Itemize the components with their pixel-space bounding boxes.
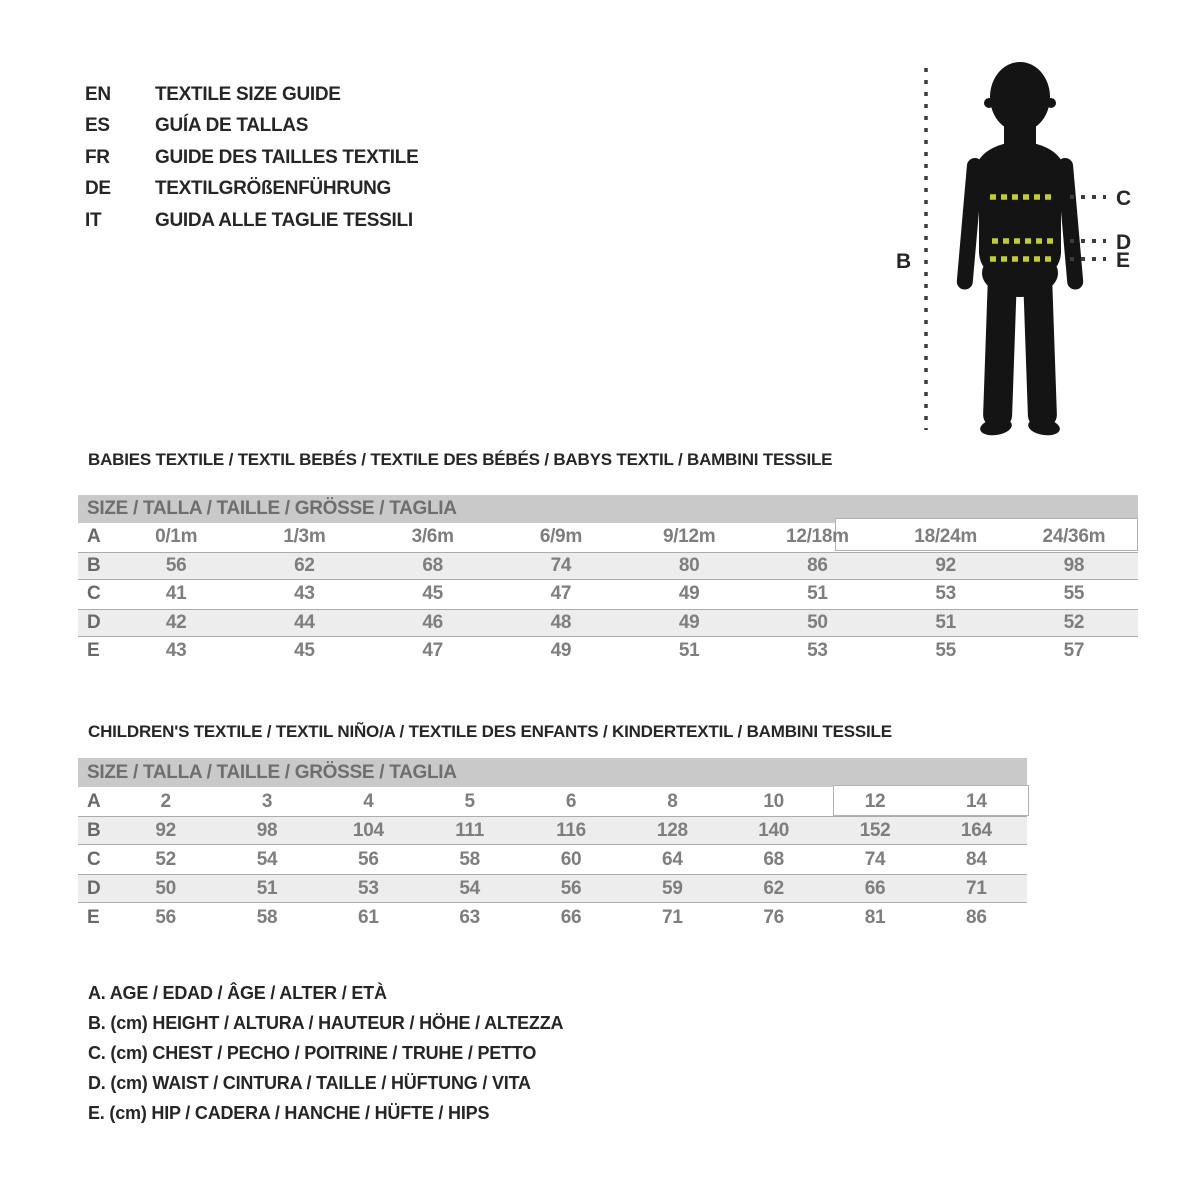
waist-label: D [1116, 231, 1132, 254]
table-cell: 62 [763, 877, 784, 899]
table-cell: 49 [678, 583, 700, 605]
table-cell: 53 [358, 877, 379, 899]
measurement-figure [880, 40, 1200, 460]
table-cell: 53 [935, 583, 956, 605]
table-cell: 6/9m [539, 526, 582, 548]
row-label: D [87, 611, 101, 633]
table-cell: 45 [422, 583, 443, 605]
table-cell: 74 [864, 848, 886, 870]
measurement-legend [88, 978, 563, 1128]
table-cell: 6 [565, 790, 577, 812]
row-label: E [87, 906, 100, 928]
table-cell: 2 [160, 790, 171, 812]
table-row-A [78, 787, 1027, 816]
legend-line-age: A. AGE / EDAD / ÂGE / ALTER / ETÀ [88, 982, 387, 1003]
table-row-C [78, 580, 1138, 609]
table-cell: 46 [422, 611, 443, 633]
table-cell: 92 [155, 819, 176, 841]
child-silhouette [956, 62, 1084, 437]
table-cell: 56 [165, 554, 187, 576]
table-cell: 128 [656, 819, 688, 841]
language-code: ES [85, 115, 110, 137]
table-cell: 49 [678, 611, 700, 633]
table-cell: 63 [459, 906, 480, 928]
table-cell: 5 [464, 790, 475, 812]
table-cell: 64 [662, 848, 683, 870]
table-cell: 3/6m [411, 526, 454, 548]
table-cell: 59 [662, 877, 683, 899]
table-cell: 55 [1063, 583, 1085, 605]
table-cell: 66 [560, 906, 582, 928]
table-cell: 80 [678, 554, 700, 576]
table-cell: 45 [294, 640, 315, 662]
table-cell: 71 [662, 906, 683, 928]
legend-line-waist: D. (cm) WAIST / CINTURA / TAILLE / HÜFTUNG / VITA [88, 1072, 531, 1093]
table-cell: 51 [935, 611, 956, 633]
table-cell: 60 [560, 848, 582, 870]
table-cell: 68 [422, 554, 443, 576]
table-cell: 12/18m [786, 526, 849, 548]
table-row-C [78, 845, 1027, 874]
row-label: C [87, 583, 101, 605]
table-cell: 58 [459, 848, 480, 870]
table-cell: 48 [550, 611, 572, 633]
table-cell: 3 [261, 790, 273, 812]
table-cell: 41 [165, 583, 187, 605]
table-cell: 62 [294, 554, 315, 576]
row-label: C [87, 848, 101, 870]
size-header-bar: SIZE / TALLA / TAILLE / GRÖSSE / TAGLIA [78, 758, 1027, 787]
table-cell: 0/1m [155, 526, 198, 548]
table-cell: 56 [155, 906, 176, 928]
table-cell: 52 [155, 848, 176, 870]
table-cell: 57 [1063, 640, 1085, 662]
table-cell: 68 [763, 848, 784, 870]
table-cell: 44 [294, 611, 315, 633]
table-cell: 51 [256, 877, 278, 899]
table-cell: 140 [758, 819, 790, 841]
row-label: A [87, 790, 101, 812]
row-label: B [87, 819, 101, 841]
table-row-D [78, 874, 1027, 903]
language-code: IT [85, 209, 102, 231]
table-row-D [78, 609, 1138, 638]
children-section-heading: CHILDREN'S TEXTILE / TEXTIL NIÑO/A / TEXTILE DES ENFANTS / KINDERTEXTIL / BAMBINI TESSILE [88, 722, 892, 741]
table-row-E [78, 903, 1027, 932]
table-cell: 1/3m [283, 526, 326, 548]
table-cell: 9/12m [662, 526, 716, 548]
language-title-block [85, 79, 418, 237]
table-cell: 92 [935, 554, 956, 576]
table-cell: 104 [352, 819, 384, 841]
table-cell: 14 [966, 790, 987, 812]
row-label: B [87, 554, 101, 576]
table-cell: 54 [256, 848, 278, 870]
guide-title: GUIDE DES TAILLES TEXTILE [155, 146, 419, 168]
table-cell: 71 [966, 877, 987, 899]
table-cell: 51 [678, 640, 700, 662]
table-cell: 12 [864, 790, 886, 812]
table-cell: 81 [864, 906, 886, 928]
table-cell: 58 [256, 906, 278, 928]
table-cell: 52 [1063, 611, 1085, 633]
table-cell: 42 [165, 611, 187, 633]
table-cell: 74 [550, 554, 572, 576]
table-cell: 86 [807, 554, 828, 576]
table-row-E [78, 637, 1138, 666]
language-row [85, 79, 418, 111]
language-code: DE [85, 178, 111, 200]
language-code: EN [85, 83, 111, 105]
table-cell: 66 [864, 877, 886, 899]
row-label: A [87, 526, 101, 548]
table-cell: 76 [763, 906, 784, 928]
guide-title: GUIDA ALLE TAGLIE TESSILI [155, 209, 413, 231]
legend-line-height: B. (cm) HEIGHT / ALTURA / HAUTEUR / HÖHE / ALTEZZA [88, 1012, 564, 1033]
table-cell: 50 [807, 611, 828, 633]
chest-label: C [1116, 187, 1132, 210]
child-silhouette-figure [880, 40, 1200, 460]
guide-title: TEXTILGRÖßENFÜHRUNG [155, 178, 392, 200]
hip-label: E [1116, 249, 1131, 272]
table-cell: 164 [960, 819, 992, 841]
table-cell: 51 [807, 583, 828, 605]
table-cell: 98 [1063, 554, 1085, 576]
table-cell: 111 [455, 819, 485, 841]
children-table-rows [78, 787, 1027, 932]
table-cell: 50 [155, 877, 176, 899]
height-label: B [896, 250, 912, 273]
table-cell: 10 [763, 790, 784, 812]
babies-section-heading: BABIES TEXTILE / TEXTIL BEBÉS / TEXTILE DES BÉBÉS / BABYS TEXTIL / BAMBINI TESSILE [88, 450, 833, 469]
legend-line-chest: C. (cm) CHEST / PECHO / POITRINE / TRUHE / PETTO [88, 1042, 537, 1063]
table-cell: 53 [807, 640, 828, 662]
table-cell: 61 [358, 906, 379, 928]
table-cell: 56 [358, 848, 379, 870]
table-cell: 152 [859, 819, 891, 841]
language-code: FR [85, 146, 110, 168]
babies-table-rows [78, 523, 1138, 666]
table-cell: 86 [966, 906, 987, 928]
table-cell: 47 [422, 640, 443, 662]
table-row-A [78, 523, 1138, 552]
table-row-B [78, 552, 1138, 581]
table-cell: 55 [935, 640, 956, 662]
table-row-B [78, 816, 1027, 845]
language-row [85, 111, 418, 143]
table-cell: 43 [294, 583, 315, 605]
row-label: D [87, 877, 101, 899]
table-cell: 8 [667, 790, 678, 812]
table-cell: 47 [550, 583, 572, 605]
guide-title: GUÍA DE TALLAS [155, 115, 309, 137]
table-cell: 98 [256, 819, 278, 841]
guide-title: TEXTILE SIZE GUIDE [155, 83, 341, 105]
table-cell: 49 [550, 640, 572, 662]
language-row [85, 205, 418, 237]
table-cell: 116 [556, 819, 586, 841]
table-cell: 84 [966, 848, 987, 870]
table-cell: 43 [165, 640, 187, 662]
language-row [85, 142, 418, 174]
table-cell: 54 [459, 877, 480, 899]
language-row [85, 174, 418, 206]
table-cell: 4 [363, 790, 374, 812]
table-cell: 56 [560, 877, 582, 899]
legend-line-hip: E. (cm) HIP / CADERA / HANCHE / HÜFTE / HIPS [88, 1102, 490, 1123]
table-cell: 24/36m [1042, 526, 1106, 548]
table-cell: 18/24m [914, 526, 977, 548]
row-label: E [87, 640, 100, 662]
size-header-bar: SIZE / TALLA / TAILLE / GRÖSSE / TAGLIA [78, 495, 1138, 523]
